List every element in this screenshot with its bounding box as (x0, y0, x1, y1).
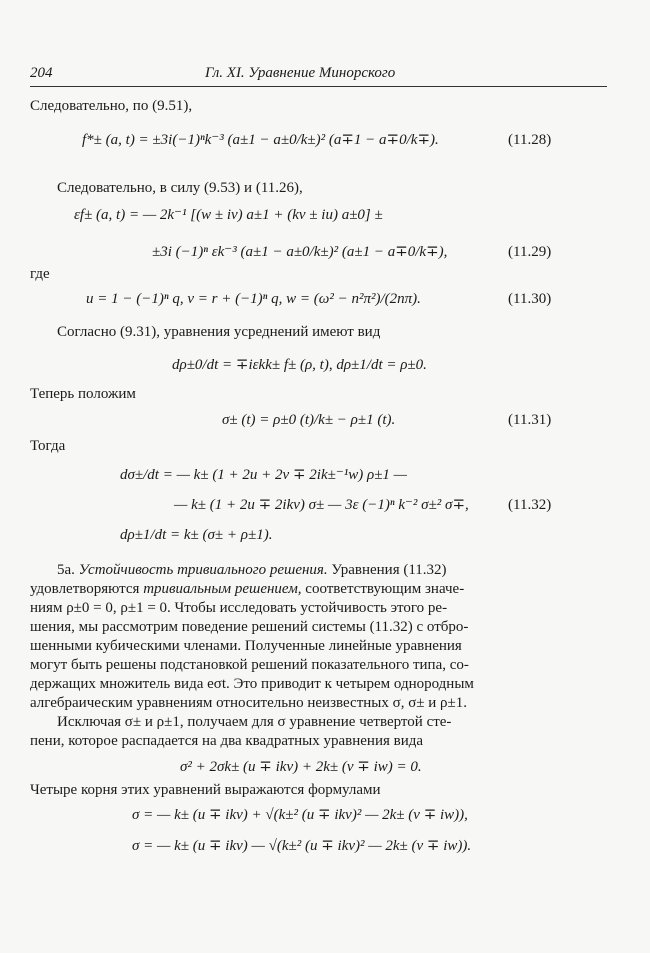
equation-quadratic: σ² + 2σk± (u ∓ ikv) + 2k± (v ∓ iw) = 0. (180, 759, 422, 775)
paragraph-line: могут быть решены подстановкой решений показательного типа, со- (30, 657, 469, 673)
section-number: 5а. (57, 562, 79, 578)
equation-number: (11.31) (508, 412, 552, 428)
equation-averaging: dρ±0/dt = ∓iεkk± f± (ρ, t), dρ±1/dt = ρ±0. (172, 357, 427, 373)
text-line: Тогда (30, 438, 66, 454)
equation-11-29-line1: εf± (a, t) = — 2k⁻¹ [(w ± iv) a±1 + (kv ± iu) a±0] ± (74, 207, 383, 223)
text-line: Четыре корня этих уравнений выражаются формулами (30, 782, 381, 798)
paragraph-line: Исключая σ± и ρ±1, получаем для σ уравнение четвертой сте- (57, 714, 452, 730)
header-rule (30, 86, 607, 87)
running-title: Гл. XI. Уравнение Минорского (205, 65, 396, 81)
text-line: Теперь положим (30, 386, 136, 402)
emphasis: тривиальным решением, (143, 581, 302, 597)
equation-11-30: u = 1 − (−1)ⁿ q, v = r + (−1)ⁿ q, w = (ω² − n²π²)/(2nπ). (86, 291, 421, 307)
paragraph-line: ниям ρ±0 = 0, ρ±1 = 0. Чтобы исследовать устойчивость этого ре- (30, 600, 448, 616)
equation-number: (11.28) (508, 132, 552, 148)
text-span: Уравнения (11.32) (327, 562, 447, 578)
paragraph-line (30, 580, 464, 598)
paragraph-line: шенными кубическими членами. Полученные линейные уравнения (30, 638, 462, 654)
equation-11-32-line1: dσ±/dt = — k± (1 + 2u + 2v ∓ 2ik±⁻¹w) ρ±1 — (120, 467, 408, 483)
text-line: Согласно (9.31), уравнения усреднений имеют вид (57, 324, 381, 340)
equation-root-1: σ = — k± (u ∓ ikv) + √(k±² (u ∓ ikv)² — 2k± (v ∓ iw)), (132, 807, 468, 823)
equation-number: (11.29) (508, 244, 552, 260)
equation-root-2: σ = — k± (u ∓ ikv) — √(k±² (u ∓ ikv)² — 2k± (v ∓ iw)). (132, 838, 472, 854)
page-number: 204 (30, 65, 53, 81)
text-line: где (30, 266, 50, 282)
equation-11-29-line2: ±3i (−1)ⁿ εk⁻³ (a±1 − a±0/k±)² (a±1 − a∓0/k∓), (152, 244, 448, 260)
equation-11-31: σ± (t) = ρ±0 (t)/k± − ρ±1 (t). (222, 412, 396, 428)
section-heading: Устойчивость тривиального решения. (78, 562, 328, 578)
equation-number: (11.30) (508, 291, 552, 307)
equation-number: (11.32) (508, 497, 552, 513)
text-line: Следовательно, в силу (9.53) и (11.26), (57, 180, 303, 196)
text-span: удовлетворяются (30, 581, 144, 597)
paragraph-line: шения, мы рассмотрим поведение решений системы (11.32) с отбро- (30, 619, 469, 635)
paragraph-line: пени, которое распадается на два квадратных уравнения вида (30, 733, 424, 749)
text-line: Следовательно, по (9.51), (30, 98, 193, 114)
paragraph-line: алгебраическим уравнениям относительно неизвестных σ, σ± и ρ±1. (30, 695, 468, 711)
text-span: соответствующим значе- (301, 581, 465, 597)
equation-11-28: f*± (a, t) = ±3i(−1)ⁿk⁻³ (a±1 − a±0/k±)² (a∓1 − a∓0/k∓). (82, 132, 439, 148)
equation-11-32-line3: dρ±1/dt = k± (σ± + ρ±1). (120, 527, 273, 543)
paragraph-line (57, 561, 447, 579)
paragraph-line: держащих множитель вида eσt. Это приводит к четырем однородным (30, 676, 474, 692)
equation-11-32-line2: — k± (1 + 2u ∓ 2ikv) σ± — 3ε (−1)ⁿ k⁻² σ±² σ∓, (174, 497, 469, 513)
